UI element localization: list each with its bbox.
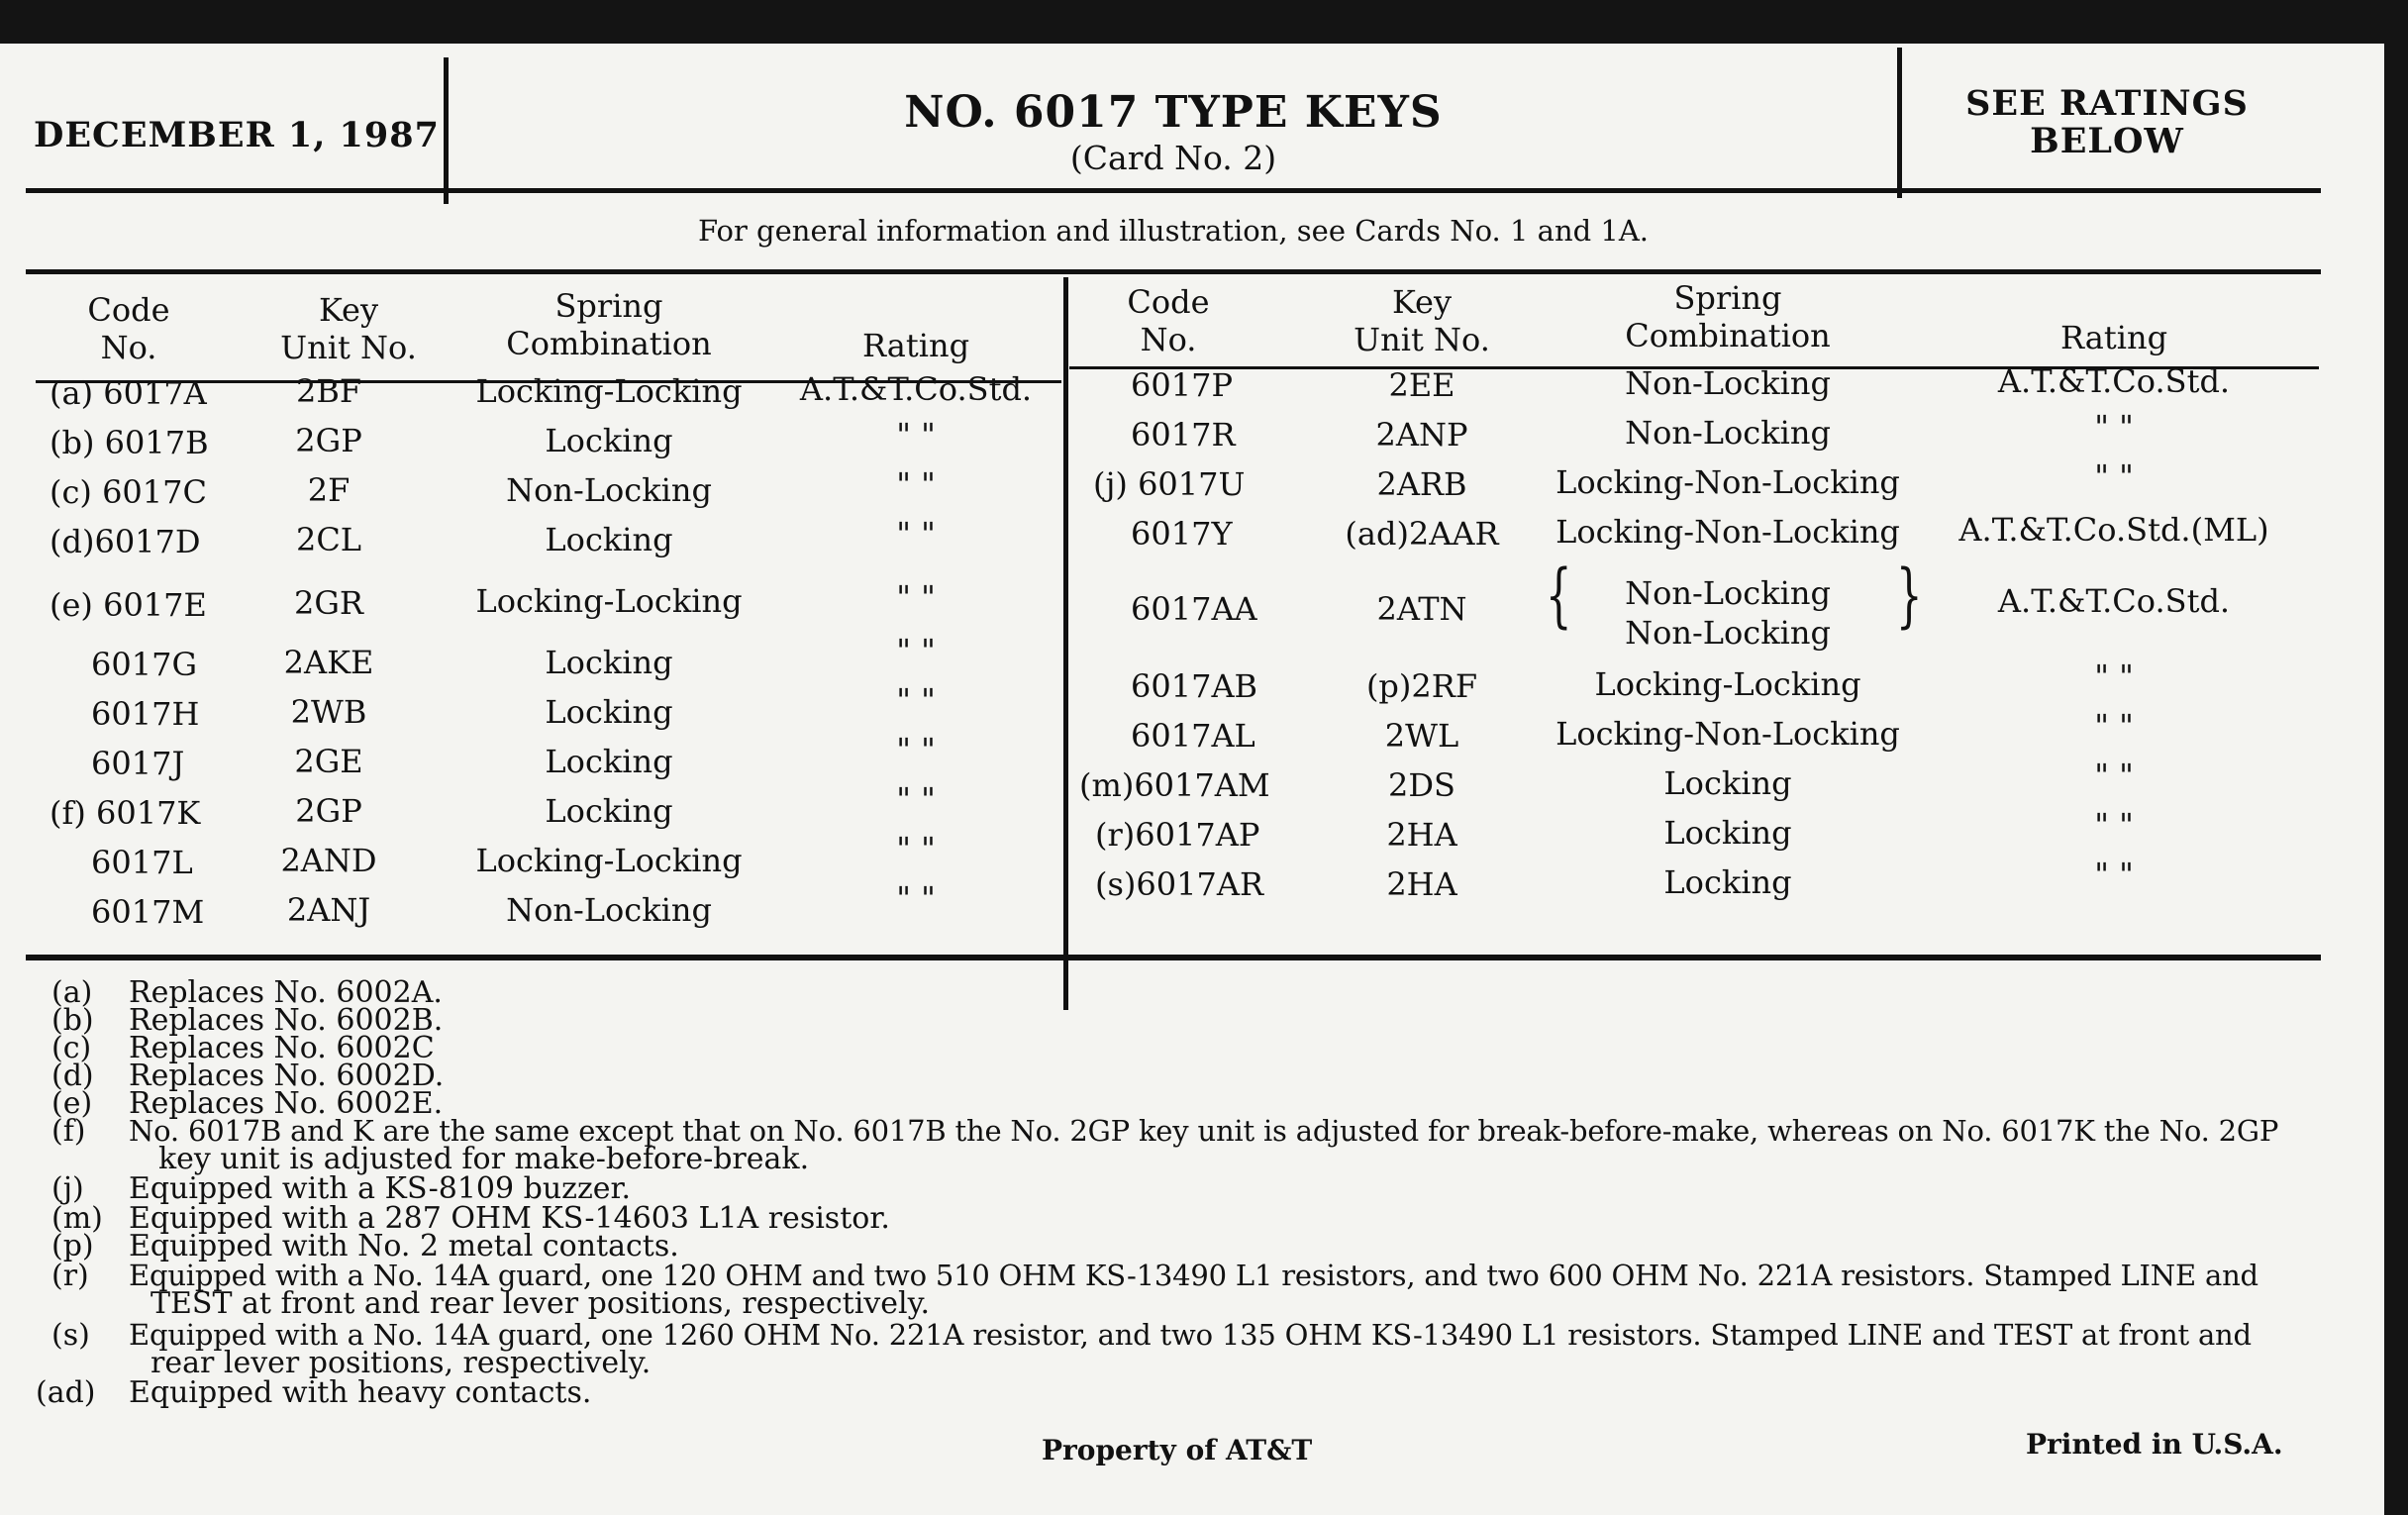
row-spring: Locking-Locking [1594, 665, 1861, 703]
row-key: 2ARB [1376, 465, 1467, 503]
row-rating: " " [896, 879, 936, 917]
row-key: 2GE [294, 743, 363, 780]
table-center-divider [1063, 277, 1068, 1010]
footnote-text: Equipped with a 287 OHM KS-14603 L1A resistor. [129, 1201, 890, 1236]
row-rating: " " [2094, 856, 2134, 893]
card-date: DECEMBER 1, 1987 [34, 115, 440, 155]
row-rating: " " [2094, 806, 2134, 844]
footnote-text: Replaces No. 6002C [129, 1031, 435, 1065]
row-rating: " " [2094, 457, 2134, 495]
col-header-text: No. [100, 329, 157, 366]
row-key: 2GR [293, 584, 363, 622]
left-col-rating-header: Rating [861, 327, 970, 364]
row-key: 2ATN [1376, 590, 1467, 628]
row-spring: Locking-Non-Locking [1555, 715, 1900, 753]
row-spring: Non-Locking [506, 471, 712, 509]
footnote-key: (ad) [36, 1375, 96, 1410]
card-title: NO. 6017 TYPE KEYS [904, 87, 1443, 138]
row-code: 6017Y [1131, 515, 1233, 553]
row-key: 2GP [295, 422, 362, 459]
row-spring: Locking [1663, 814, 1792, 852]
left-brace: { [1545, 555, 1572, 636]
col-header-text: Unit No. [1354, 321, 1490, 358]
footnote-key: (a) [51, 975, 93, 1010]
row-code: 6017R [1131, 416, 1236, 454]
card-subtitle: (Card No. 2) [1069, 139, 1277, 177]
footnote-key: (s) [51, 1318, 90, 1353]
key-card [0, 44, 2384, 1515]
left-col-spring-header [465, 287, 752, 362]
row-key: (p)2RF [1365, 667, 1478, 705]
col-header-text: Spring [554, 287, 663, 325]
row-spring: Locking-Locking [475, 582, 743, 620]
row-code: (b) 6017B [50, 424, 209, 461]
row-key: 2ANJ [286, 891, 371, 929]
row-code: (m)6017AM [1079, 766, 1270, 804]
footnote-key: (e) [51, 1086, 93, 1121]
footnote-key: (r) [51, 1259, 89, 1293]
row-rating: " " [896, 578, 936, 616]
row-key: 2BF [295, 372, 362, 410]
header-rule [26, 188, 2321, 193]
row-spring: Non-Locking [1625, 574, 1831, 612]
col-header-text: Code [1127, 283, 1210, 321]
row-key: 2HA [1386, 865, 1457, 903]
row-code: 6017AL [1131, 717, 1255, 755]
footnote-text: Equipped with heavy contacts. [129, 1375, 592, 1410]
row-spring: Locking [545, 693, 673, 731]
col-header-text: Key [318, 291, 379, 329]
ratings-notice-line2: BELOW [2030, 121, 2184, 161]
ratings-notice [1899, 85, 2315, 160]
left-col-code-header [50, 291, 208, 366]
row-code: 6017H [91, 695, 200, 733]
col-header-text: Code [87, 291, 170, 329]
footnote-key: (f) [51, 1114, 86, 1149]
footnote-text: Equipped with a No. 14A guard, one 1260 OHM No. 221A resistor, and two 135 OHM KS-13490 L1 resistors. Stamped LINE and TEST at front and [129, 1318, 2252, 1352]
col-header-text: No. [1140, 321, 1197, 358]
row-code: 6017AB [1131, 667, 1258, 705]
footnote-text: Replaces No. 6002E. [129, 1086, 444, 1121]
col-header-text: Key [1391, 283, 1453, 321]
row-spring: Non-Locking [1625, 364, 1831, 402]
row-rating: " " [896, 681, 936, 719]
row-code: (j) 6017U [1093, 465, 1246, 503]
row-rating: " " [896, 632, 936, 669]
table-top-rule [26, 269, 2321, 274]
row-spring: Locking [545, 422, 673, 459]
row-spring-secondary: Non-Locking [1625, 614, 1831, 652]
row-spring: Locking [545, 743, 673, 780]
row-rating: " " [896, 780, 936, 818]
row-spring: Locking-Non-Locking [1555, 463, 1900, 501]
row-key: (ad)2AAR [1345, 515, 1499, 553]
row-key: 2AKE [283, 644, 374, 681]
table-bottom-rule [26, 955, 2321, 960]
general-info: For general information and illustration, see Cards No. 1 and 1A. [697, 214, 1650, 248]
scan-border-right [2384, 0, 2408, 1515]
footnote-text: Replaces No. 6002A. [129, 975, 443, 1010]
row-rating: A.T.&T.Co.Std.(ML) [1958, 511, 2269, 549]
left-col-key-header [259, 291, 438, 366]
row-rating: A.T.&T.Co.Std. [1997, 362, 2231, 400]
row-rating: " " [2094, 757, 2134, 794]
footer-printed: Printed in U.S.A. [2026, 1428, 2283, 1461]
row-key: 2WB [290, 693, 367, 731]
row-rating: A.T.&T.Co.Std. [799, 370, 1033, 408]
row-key: 2ANP [1375, 416, 1468, 454]
row-code: (a) 6017A [50, 374, 207, 412]
footnote-text-continued: rear lever positions, respectively. [150, 1346, 652, 1380]
footnote-text: Equipped with a KS-8109 buzzer. [129, 1171, 632, 1206]
row-code: (s)6017AR [1095, 865, 1264, 903]
row-code: 6017P [1131, 366, 1233, 404]
row-key: 2EE [1388, 366, 1455, 404]
row-key: 2DS [1388, 766, 1455, 804]
col-header-text: Combination [506, 325, 712, 362]
row-spring: Locking [545, 792, 673, 830]
row-spring: Locking [545, 521, 673, 558]
row-spring: Non-Locking [506, 891, 712, 929]
footnote-text-continued: key unit is adjusted for make-before-break. [158, 1142, 810, 1176]
footnote-text: No. 6017B and K are the same except that on No. 6017B the No. 2GP key unit is adjusted for break-before-make, whereas on No. 6017K the No. 2GP [129, 1114, 2279, 1148]
col-header-text: Combination [1625, 317, 1831, 354]
footnote-key: (j) [51, 1171, 84, 1206]
row-rating: " " [2094, 408, 2134, 446]
row-code: (c) 6017C [50, 473, 207, 511]
footnote-text: Equipped with a No. 14A guard, one 120 OHM and two 510 OHM KS-13490 L1 resistors, and two 600 OHM No. 221A resistors. Stamped LINE and [129, 1259, 2258, 1292]
footnote-text: Replaces No. 6002B. [129, 1003, 444, 1038]
right-col-key-header [1333, 283, 1511, 358]
footnote-key: (b) [51, 1003, 94, 1038]
row-key: 2WL [1384, 717, 1459, 755]
ratings-notice-line1: SEE RATINGS [1965, 83, 2249, 124]
footnote-text: Equipped with No. 2 metal contacts. [129, 1229, 679, 1263]
row-code: 6017G [91, 646, 197, 683]
col-header-text: Spring [1673, 279, 1782, 317]
row-code: 6017L [91, 844, 193, 881]
footnote-text-continued: TEST at front and rear lever positions, respectively. [150, 1286, 931, 1321]
footer-property: Property of AT&T [1042, 1434, 1313, 1466]
row-spring: Locking [1663, 764, 1792, 802]
footnote-key: (p) [51, 1229, 94, 1263]
scan-border-top [0, 0, 2408, 44]
row-rating: " " [896, 830, 936, 867]
right-brace: } [1895, 555, 1923, 636]
row-key: 2HA [1386, 816, 1457, 854]
row-key: 2GP [295, 792, 362, 830]
row-rating: " " [896, 416, 936, 454]
row-code: (e) 6017E [50, 586, 207, 624]
row-key: 2CL [295, 521, 362, 558]
col-header-text: Unit No. [280, 329, 417, 366]
row-code: 6017AA [1131, 590, 1257, 628]
row-rating: A.T.&T.Co.Std. [1997, 582, 2231, 620]
row-code: 6017M [91, 893, 205, 931]
row-spring: Non-Locking [1625, 414, 1831, 452]
row-code: (f) 6017K [50, 794, 201, 832]
row-spring: Locking [1663, 863, 1792, 901]
row-code: (d)6017D [50, 523, 201, 560]
row-spring: Locking [545, 644, 673, 681]
row-rating: " " [2094, 707, 2134, 745]
row-spring: Locking-Non-Locking [1555, 513, 1900, 551]
row-key: 2F [307, 471, 351, 509]
right-col-rating-header: Rating [2059, 319, 2168, 356]
footnote-key: (d) [51, 1059, 94, 1093]
row-rating: " " [896, 731, 936, 768]
right-col-spring-header [1584, 279, 1871, 354]
row-rating: " " [896, 465, 936, 503]
right-col-code-header [1089, 283, 1248, 358]
row-code: (r)6017AP [1095, 816, 1260, 854]
footnote-text: Replaces No. 6002D. [129, 1059, 445, 1093]
row-rating: " " [896, 515, 936, 553]
row-key: 2AND [280, 842, 377, 879]
row-rating: " " [2094, 657, 2134, 695]
row-code: 6017J [91, 745, 185, 782]
row-spring: Locking-Locking [475, 372, 743, 410]
footnote-key: (c) [51, 1031, 92, 1065]
footnote-key: (m) [51, 1201, 103, 1236]
row-spring: Locking-Locking [475, 842, 743, 879]
